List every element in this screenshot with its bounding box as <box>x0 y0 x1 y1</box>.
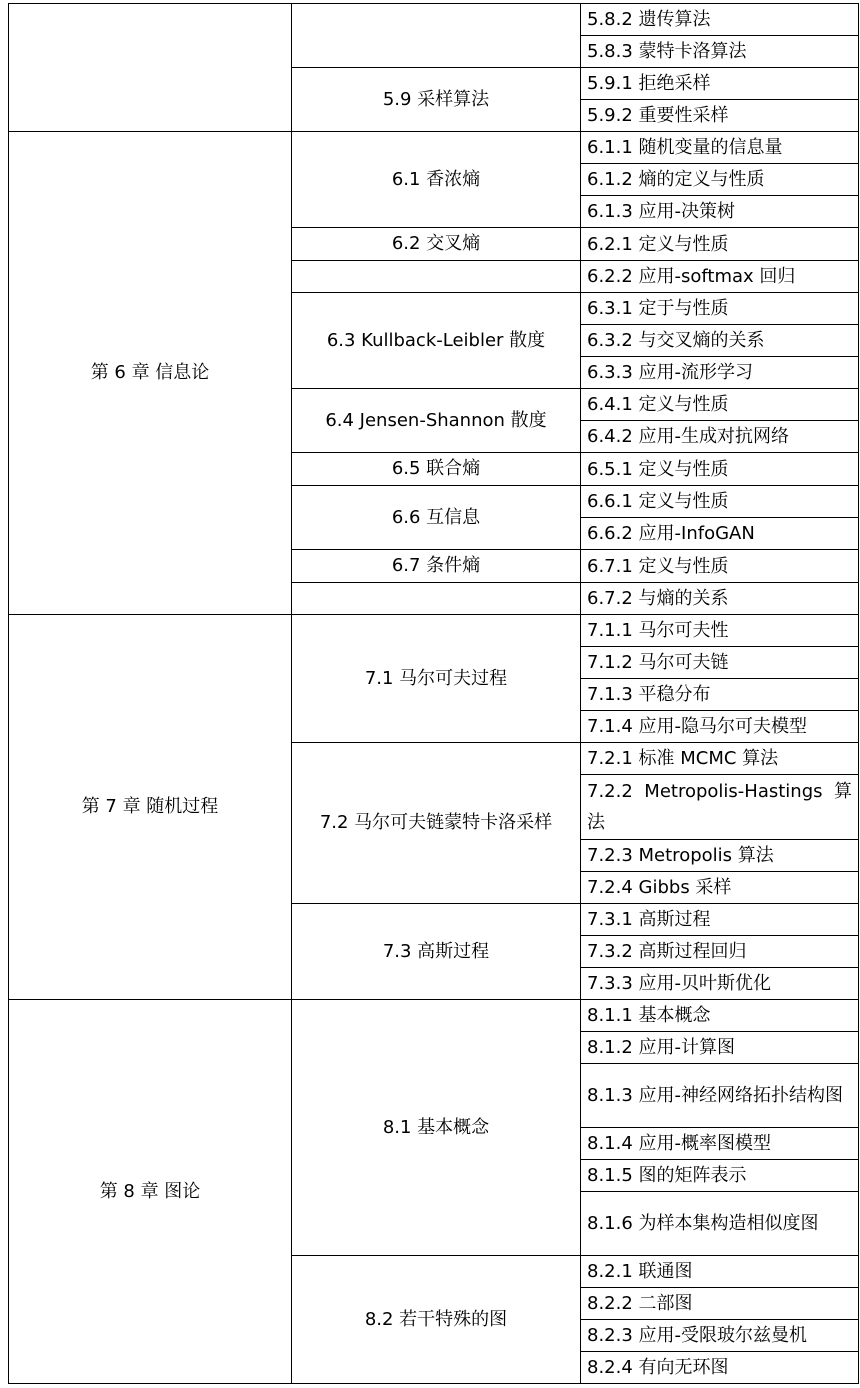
subsection-cell: 6.6.1 定义与性质 <box>581 486 859 518</box>
subsection-cell: 8.1.1 基本概念 <box>581 1000 859 1032</box>
section-cell: 7.1 马尔可夫过程 <box>292 615 581 743</box>
subsection-cell: 5.9.2 重要性采样 <box>581 100 859 132</box>
subsection-cell: 8.1.3 应用-神经网络拓扑结构图 <box>581 1064 859 1128</box>
subsection-cell: 8.2.3 应用-受限玻尔兹曼机 <box>581 1320 859 1352</box>
subsection-cell: 5.8.2 遗传算法 <box>581 4 859 36</box>
subsection-cell: 7.1.4 应用-隐马尔可夫模型 <box>581 711 859 743</box>
subsection-cell: 7.1.2 马尔可夫链 <box>581 647 859 679</box>
section-cell: 8.1 基本概念 <box>292 1000 581 1256</box>
subsection-cell: 6.3.3 应用-流形学习 <box>581 357 859 389</box>
subsection-cell: 6.3.2 与交叉熵的关系 <box>581 325 859 357</box>
subsection-cell: 5.9.1 拒绝采样 <box>581 68 859 100</box>
table-row <box>9 1000 859 1032</box>
subsection-cell: 6.4.1 定义与性质 <box>581 389 859 421</box>
section-cell: 6.1 香浓熵 <box>292 132 581 228</box>
chapter-cell: 第 7 章 随机过程 <box>9 615 292 1000</box>
section-cell: 8.2 若干特殊的图 <box>292 1256 581 1384</box>
subsection-cell: 8.1.4 应用-概率图模型 <box>581 1128 859 1160</box>
subsection-cell: 6.6.2 应用-InfoGAN <box>581 518 859 550</box>
chapter-cell <box>9 4 292 132</box>
subsection-cell: 6.2.2 应用-softmax 回归 <box>581 261 859 293</box>
subsection-cell: 8.1.2 应用-计算图 <box>581 1032 859 1064</box>
subsection-cell: 8.2.1 联通图 <box>581 1256 859 1288</box>
subsection-cell: 8.2.4 有向无环图 <box>581 1352 859 1384</box>
subsection-cell: 6.1.3 应用-决策树 <box>581 196 859 228</box>
section-cell: 7.3 高斯过程 <box>292 904 581 1000</box>
section-cell <box>292 4 581 68</box>
section-cell <box>292 583 581 615</box>
table-of-contents <box>8 3 859 1384</box>
subsection-cell: 8.1.6 为样本集构造相似度图 <box>581 1192 859 1256</box>
subsection-cell: 7.2.3 Metropolis 算法 <box>581 840 859 872</box>
subsection-cell: 6.4.2 应用-生成对抗网络 <box>581 421 859 453</box>
subsection-cell: 6.3.1 定于与性质 <box>581 293 859 325</box>
subsection-cell: 8.1.5 图的矩阵表示 <box>581 1160 859 1192</box>
section-cell: 5.9 采样算法 <box>292 68 581 132</box>
subsection-cell: 7.2.4 Gibbs 采样 <box>581 872 859 904</box>
table-row <box>9 132 859 164</box>
subsection-cell: 6.5.1 定义与性质 <box>581 453 859 486</box>
table-row <box>9 615 859 647</box>
subsection-cell: 6.7.2 与熵的关系 <box>581 583 859 615</box>
subsection-cell: 5.8.3 蒙特卡洛算法 <box>581 36 859 68</box>
subsection-cell: 6.1.1 随机变量的信息量 <box>581 132 859 164</box>
section-cell <box>292 261 581 293</box>
section-cell: 6.7 条件熵 <box>292 550 581 583</box>
subsection-cell: 7.3.3 应用-贝叶斯优化 <box>581 968 859 1000</box>
chapter-cell: 第 8 章 图论 <box>9 1000 292 1384</box>
subsection-cell: 7.2.1 标准 MCMC 算法 <box>581 743 859 775</box>
subsection-cell: 7.1.3 平稳分布 <box>581 679 859 711</box>
subsection-cell: 7.3.2 高斯过程回归 <box>581 936 859 968</box>
subsection-cell: 6.7.1 定义与性质 <box>581 550 859 583</box>
subsection-cell: 6.2.1 定义与性质 <box>581 228 859 261</box>
section-cell: 7.2 马尔可夫链蒙特卡洛采样 <box>292 743 581 904</box>
subsection-cell: 7.3.1 高斯过程 <box>581 904 859 936</box>
section-cell: 6.4 Jensen-Shannon 散度 <box>292 389 581 453</box>
section-cell: 6.3 Kullback-Leibler 散度 <box>292 293 581 389</box>
subsection-cell: 7.2.2 Metropolis-Hastings 算法 <box>581 775 859 840</box>
section-cell: 6.2 交叉熵 <box>292 228 581 261</box>
subsection-cell: 8.2.2 二部图 <box>581 1288 859 1320</box>
subsection-cell: 7.1.1 马尔可夫性 <box>581 615 859 647</box>
section-cell: 6.5 联合熵 <box>292 453 581 486</box>
table-row <box>9 4 859 36</box>
subsection-cell: 6.1.2 熵的定义与性质 <box>581 164 859 196</box>
section-cell: 6.6 互信息 <box>292 486 581 550</box>
chapter-cell: 第 6 章 信息论 <box>9 132 292 615</box>
